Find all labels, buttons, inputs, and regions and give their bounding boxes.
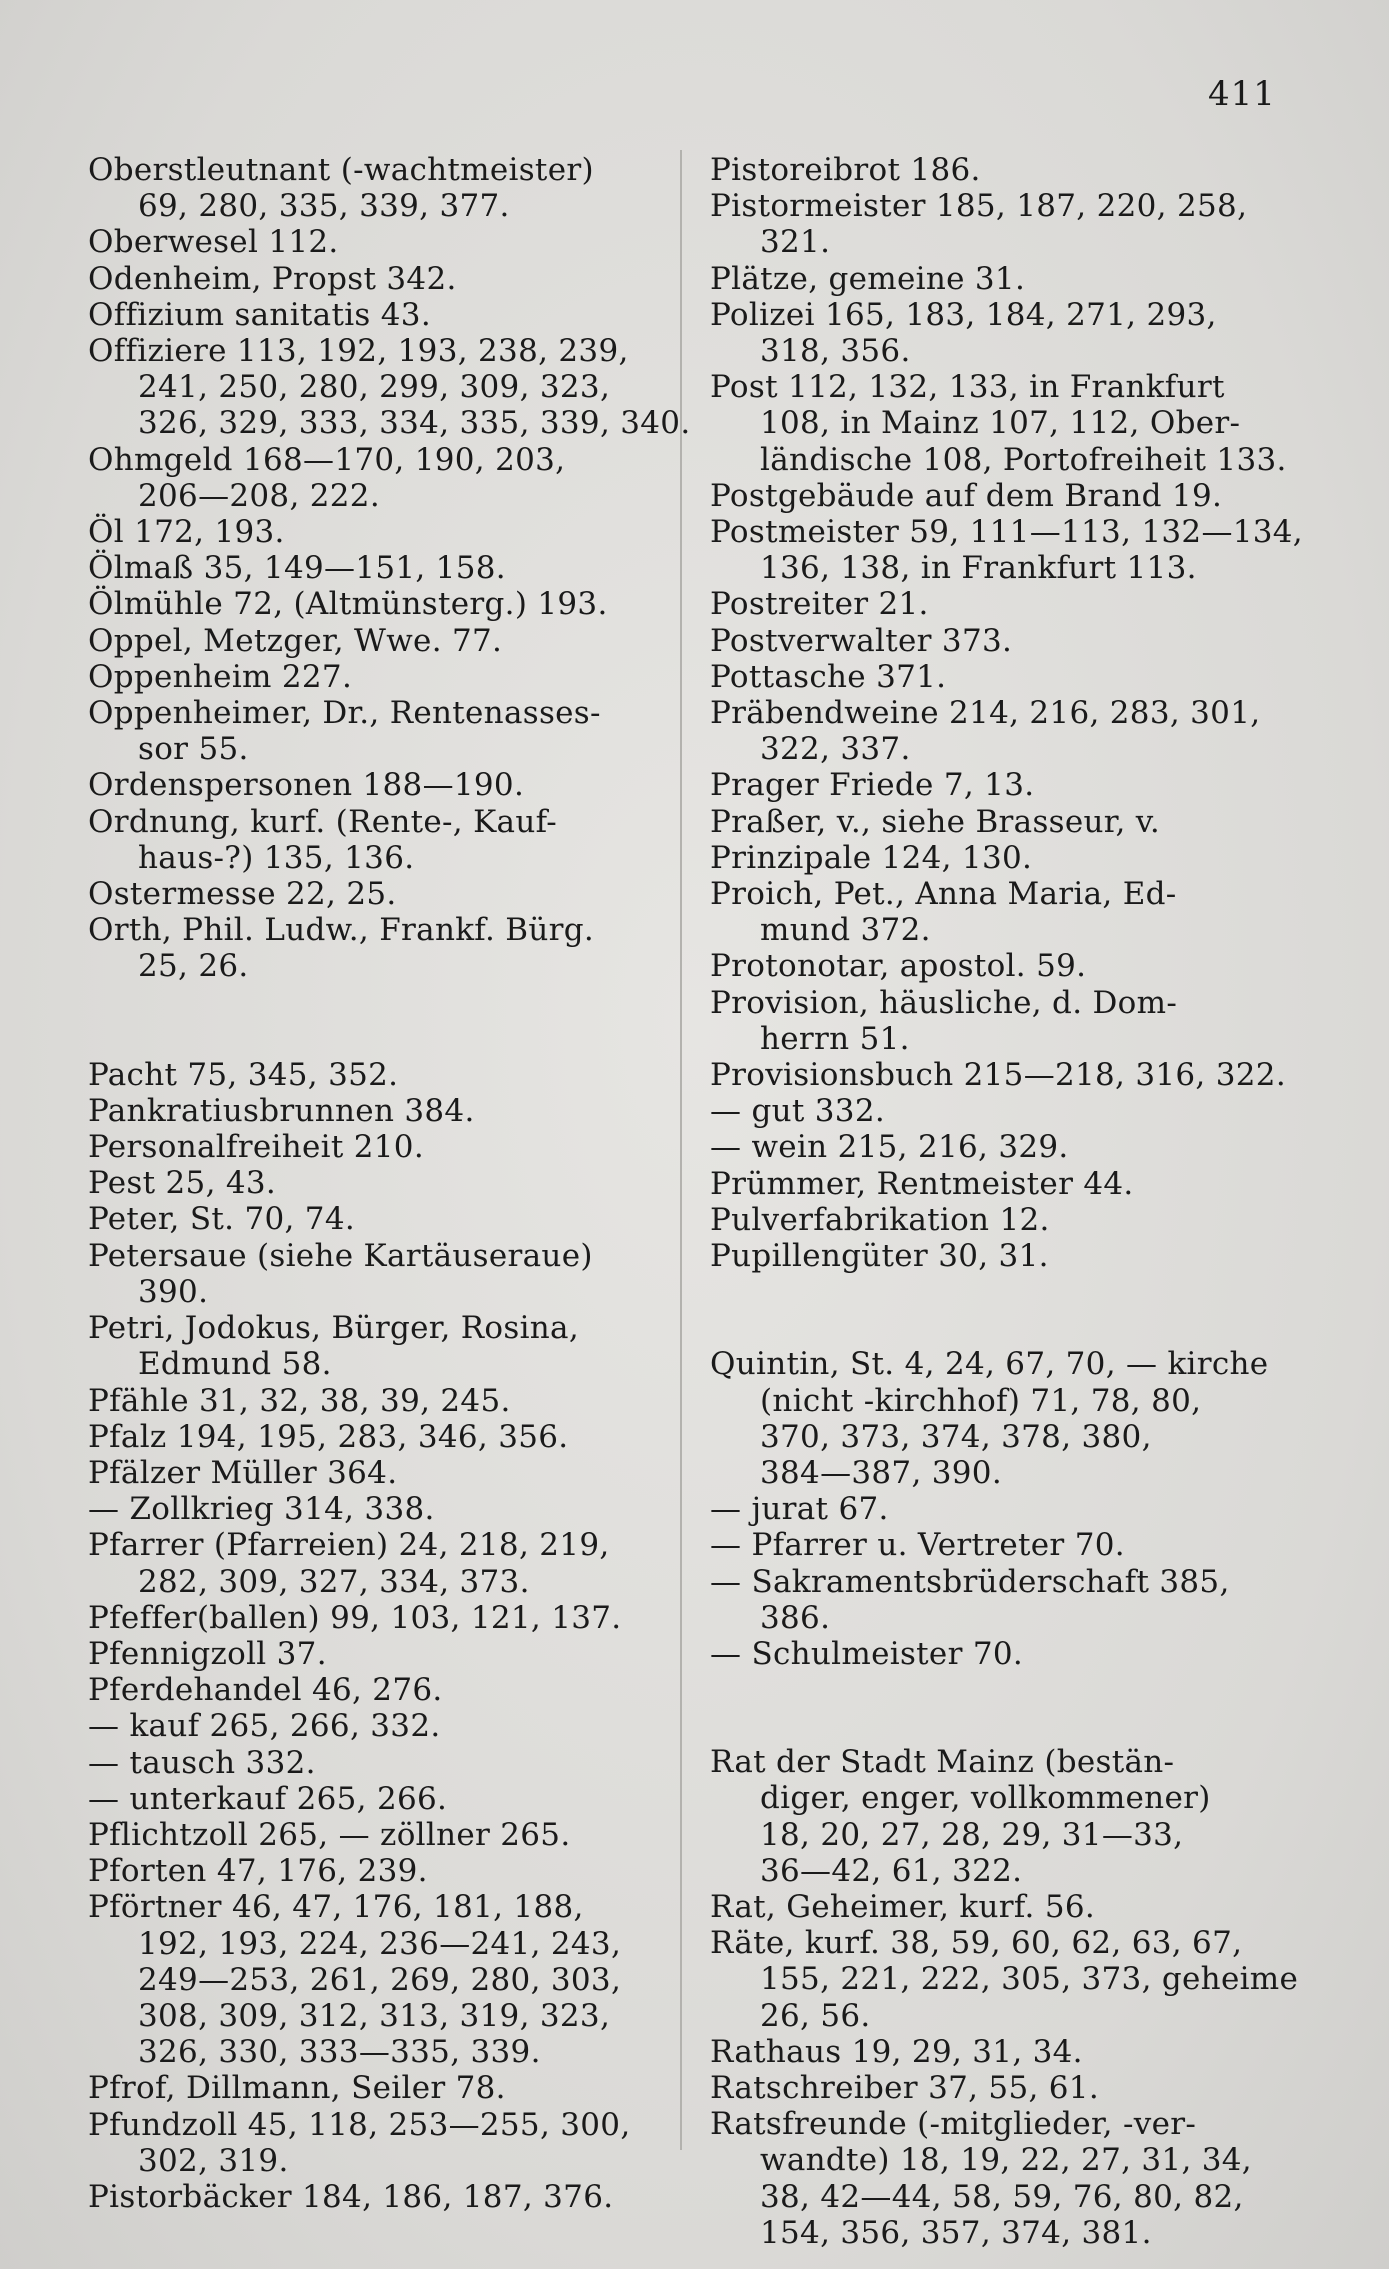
index-entry <box>88 1129 650 1165</box>
entry-headline: Protonotar, apostol. 59. <box>710 948 1087 985</box>
index-entry <box>88 1165 650 1201</box>
index-entry <box>88 586 650 622</box>
index-entry <box>710 1346 1280 1491</box>
index-entry <box>88 261 650 297</box>
index-entry <box>710 2106 1280 2251</box>
index-entry <box>88 1781 650 1817</box>
index-entry <box>710 2070 1280 2106</box>
section-gap <box>710 1672 1280 1744</box>
entry-headline: — Zollkrieg 314, 338. <box>88 1491 435 1528</box>
entry-continuation: 38, 42—44, 58, 59, 76, 80, 82, <box>760 2178 1244 2215</box>
entry-headline: Offiziere 113, 192, 193, 238, 239, <box>88 333 629 370</box>
index-entry <box>88 2179 650 2215</box>
entry-headline: Pfeffer(ballen) 99, 103, 121, 137. <box>88 1599 622 1636</box>
index-entry <box>710 1238 1280 1274</box>
entry-headline: Peter, St. 70, 74. <box>88 1201 355 1238</box>
entry-headline: Pest 25, 43. <box>88 1165 277 1202</box>
index-entry <box>88 1383 650 1419</box>
index-entry <box>710 840 1280 876</box>
entry-continuation: 206—208, 222. <box>138 477 380 514</box>
index-entry <box>88 1310 650 1382</box>
entry-headline: Prager Friede 7, 13. <box>710 767 1035 804</box>
index-entry <box>710 985 1280 1057</box>
entry-headline: Ratschreiber 37, 55, 61. <box>710 2069 1099 2106</box>
index-entry <box>710 1202 1280 1238</box>
index-entry <box>88 1201 650 1237</box>
entry-headline: — unterkauf 265, 266. <box>88 1780 448 1817</box>
entry-headline: Ordnung, kurf. (Rente-, Kauf- <box>88 803 558 840</box>
entry-headline: Post 112, 132, 133, in Frankfurt <box>710 369 1225 406</box>
index-entry <box>710 1527 1280 1563</box>
entry-headline: Oppenheim 227. <box>88 658 353 695</box>
entry-continuation: (nicht -kirchhof) 71, 78, 80, <box>760 1382 1202 1419</box>
entry-continuation: 241, 250, 280, 299, 309, 323, <box>138 369 611 406</box>
entry-headline: Postreiter 21. <box>710 586 929 623</box>
index-entry <box>710 261 1280 297</box>
index-entry <box>88 1889 650 2070</box>
index-entry <box>710 948 1280 984</box>
index-entry <box>710 695 1280 767</box>
entry-headline: Öl 172, 193. <box>88 514 285 551</box>
entry-headline: Präbendweine 214, 216, 283, 301, <box>710 695 1261 732</box>
entry-headline: Prinzipale 124, 130. <box>710 839 1033 876</box>
entry-headline: Pacht 75, 345, 352. <box>88 1056 399 1093</box>
entry-headline: Pfundzoll 45, 118, 253—255, 300, <box>88 2106 631 2143</box>
entry-continuation: 36—42, 61, 322. <box>760 1852 1023 1889</box>
entry-continuation: sor 55. <box>138 731 249 768</box>
entry-headline: Ölmaß 35, 149—151, 158. <box>88 550 506 587</box>
index-entry <box>710 1491 1280 1527</box>
entry-headline: Oberwesel 112. <box>88 224 339 261</box>
entry-headline: Plätze, gemeine 31. <box>710 260 1026 297</box>
entry-continuation: 370, 373, 374, 378, 380, <box>760 1418 1152 1455</box>
entry-headline: Pistoreibrot 186. <box>710 152 981 188</box>
index-entry <box>88 2070 650 2106</box>
entry-continuation: 155, 221, 222, 305, 373, geheime <box>760 1961 1299 1998</box>
index-entry <box>88 1708 650 1744</box>
entry-headline: Pfrof, Dillmann, Seiler 78. <box>88 2070 506 2107</box>
index-entry <box>710 152 1280 188</box>
index-entry <box>710 659 1280 695</box>
entry-headline: Pfennigzoll 37. <box>88 1635 327 1672</box>
entry-continuation: 318, 356. <box>760 333 911 370</box>
index-entry <box>88 912 650 984</box>
entry-headline: Prümmer, Rentmeister 44. <box>710 1165 1134 1202</box>
index-entry <box>710 1564 1280 1636</box>
entry-headline: Ostermesse 22, 25. <box>88 876 397 913</box>
section-gap <box>88 985 650 1057</box>
entry-headline: Pistormeister 185, 187, 220, 258, <box>710 188 1248 225</box>
entry-headline: Provisionsbuch 215—218, 316, 322. <box>710 1057 1286 1094</box>
entry-headline: Provision, häusliche, d. Dom- <box>710 984 1178 1021</box>
entry-headline: Postgebäude auf dem Brand 19. <box>710 477 1223 514</box>
entry-headline: Praßer, v., siehe Brasseur, v. <box>710 803 1161 840</box>
column-divider <box>680 150 682 2150</box>
entry-headline: Pottasche 371. <box>710 658 947 695</box>
entry-headline: Rat der Stadt Mainz (bestän- <box>710 1744 1175 1781</box>
index-entry <box>710 1093 1280 1129</box>
index-entry <box>710 478 1280 514</box>
entry-continuation: 390. <box>138 1273 209 1310</box>
index-entry <box>710 1166 1280 1202</box>
index-entry <box>710 297 1280 369</box>
entry-continuation: 69, 280, 335, 339, 377. <box>138 188 510 225</box>
index-entry <box>88 767 650 803</box>
entry-continuation: 326, 330, 333—335, 339. <box>138 2034 541 2071</box>
index-entry <box>710 804 1280 840</box>
entry-headline: Oberstleutnant (-wachtmeister) <box>88 152 594 188</box>
index-entry <box>710 1636 1280 1672</box>
index-entry <box>88 1419 650 1455</box>
entry-continuation: 384—387, 390. <box>760 1454 1002 1491</box>
entry-headline: Pistorbäcker 184, 186, 187, 376. <box>88 2178 614 2215</box>
entry-continuation: 326, 329, 333, 334, 335, 339, 340. <box>138 405 691 442</box>
index-entry <box>710 2034 1280 2070</box>
entry-headline: Pupillengüter 30, 31. <box>710 1238 1049 1275</box>
index-entry <box>88 1672 650 1708</box>
index-entry <box>88 550 650 586</box>
entry-continuation: 322, 337. <box>760 731 911 768</box>
entry-continuation: haus-?) 135, 136. <box>138 839 415 876</box>
entry-headline: Pfalz 194, 195, 283, 346, 356. <box>88 1418 569 1455</box>
entry-headline: Pfarrer (Pfarreien) 24, 218, 219, <box>88 1527 610 1564</box>
entry-continuation: herrn 51. <box>760 1020 910 1057</box>
entry-headline: Pferdehandel 46, 276. <box>88 1672 443 1709</box>
entry-headline: Polizei 165, 183, 184, 271, 293, <box>710 296 1217 333</box>
section-gap <box>710 1274 1280 1346</box>
entry-headline: — gut 332. <box>710 1093 885 1130</box>
index-entry <box>710 1889 1280 1925</box>
entry-headline: Proich, Pet., Anna Maria, Ed- <box>710 876 1177 913</box>
entry-continuation: 136, 138, in Frankfurt 113. <box>760 550 1197 587</box>
index-entry <box>88 1057 650 1093</box>
index-entry <box>710 767 1280 803</box>
entry-headline: — jurat 67. <box>710 1491 889 1528</box>
entry-headline: Pflichtzoll 265, — zöllner 265. <box>88 1816 571 1853</box>
entry-headline: Quintin, St. 4, 24, 67, 70, — kirche <box>710 1346 1269 1383</box>
entry-continuation: 26, 56. <box>760 1997 871 2034</box>
index-entry <box>710 623 1280 659</box>
entry-continuation: 249—253, 261, 269, 280, 303, <box>138 1961 622 1998</box>
entry-continuation: 302, 319. <box>138 2142 289 2179</box>
index-entry <box>88 1093 650 1129</box>
entry-continuation: 25, 26. <box>138 948 249 985</box>
entry-continuation: 18, 20, 27, 28, 29, 31—33, <box>760 1816 1184 1853</box>
entry-continuation: 154, 356, 357, 374, 381. <box>760 2214 1152 2251</box>
index-entry <box>88 1817 650 1853</box>
index-entry <box>88 514 650 550</box>
index-entry <box>88 2107 650 2179</box>
entry-headline: Pulverfabrikation 12. <box>710 1201 1050 1238</box>
entry-continuation: 108, in Mainz 107, 112, Ober- <box>760 405 1241 442</box>
entry-headline: Pfähle 31, 32, 38, 39, 245. <box>88 1382 511 1419</box>
entry-continuation: 308, 309, 312, 313, 319, 323, <box>138 1997 611 2034</box>
index-entry <box>710 1925 1299 2034</box>
entry-headline: Petersaue (siehe Kartäuseraue) <box>88 1237 593 1274</box>
index-entry <box>710 1744 1280 1889</box>
index-entry <box>88 224 650 260</box>
index-entry <box>88 1853 650 1889</box>
index-entry <box>88 695 650 767</box>
entry-continuation: 321. <box>760 224 831 261</box>
index-entry <box>88 1745 650 1781</box>
index-column-right <box>710 152 1303 2251</box>
index-entry <box>88 1238 650 1310</box>
entry-continuation: Edmund 58. <box>138 1346 332 1383</box>
entry-headline: Ohmgeld 168—170, 190, 203, <box>88 441 566 478</box>
entry-headline: Orth, Phil. Ludw., Frankf. Bürg. <box>88 912 595 949</box>
entry-continuation: mund 372. <box>760 912 931 949</box>
index-entry <box>88 876 650 912</box>
index-entry <box>88 1455 650 1491</box>
index-entry <box>88 1491 650 1527</box>
entry-headline: Pankratiusbrunnen 384. <box>88 1092 475 1129</box>
entry-headline: — kauf 265, 266, 332. <box>88 1708 441 1745</box>
index-entry <box>710 188 1280 260</box>
entry-headline: Ölmühle 72, (Altmünsterg.) 193. <box>88 586 608 623</box>
entry-continuation: diger, enger, vollkommener) <box>760 1780 1211 1817</box>
index-entry <box>710 1129 1280 1165</box>
index-entry <box>88 659 650 695</box>
entry-headline: Odenheim, Propst 342. <box>88 260 457 297</box>
index-entry <box>88 297 650 333</box>
entry-continuation: 386. <box>760 1599 831 1636</box>
entry-continuation: 282, 309, 327, 334, 373. <box>138 1563 530 1600</box>
index-entry <box>710 369 1287 478</box>
entry-headline: Ratsfreunde (-mitglieder, -ver- <box>710 2106 1197 2143</box>
index-entry <box>88 442 650 514</box>
entry-headline: Postverwalter 373. <box>710 622 1013 659</box>
index-entry <box>88 1636 650 1672</box>
index-entry <box>710 876 1280 948</box>
page-number: 411 <box>1208 74 1276 114</box>
index-entry <box>88 152 650 224</box>
entry-headline: Rat, Geheimer, kurf. 56. <box>710 1888 1096 1925</box>
entry-headline: Räte, kurf. 38, 59, 60, 62, 63, 67, <box>710 1925 1243 1962</box>
index-entry <box>710 514 1303 587</box>
entry-headline: — tausch 332. <box>88 1744 316 1781</box>
entry-headline: Offizium sanitatis 43. <box>88 296 431 333</box>
entry-headline: Postmeister 59, 111—113, 132—134, <box>710 514 1303 551</box>
index-entry <box>710 1057 1286 1094</box>
entry-headline: Petri, Jodokus, Bürger, Rosina, <box>88 1310 579 1347</box>
entry-headline: Pforten 47, 176, 239. <box>88 1853 428 1890</box>
entry-headline: Personalfreiheit 210. <box>88 1129 424 1166</box>
entry-continuation: wandte) 18, 19, 22, 27, 31, 34, <box>760 2142 1252 2179</box>
entry-headline: Oppenheimer, Dr., Rentenasses- <box>88 695 601 732</box>
entry-headline: Pfälzer Müller 364. <box>88 1454 398 1491</box>
entry-continuation: ländische 108, Portofreiheit 133. <box>760 441 1287 478</box>
entry-continuation: 192, 193, 224, 236—241, 243, <box>138 1925 622 1962</box>
entry-headline: Rathaus 19, 29, 31, 34. <box>710 2033 1083 2070</box>
index-entry <box>88 1527 650 1599</box>
entry-headline: — Sakramentsbrüderschaft 385, <box>710 1563 1230 1600</box>
entry-headline: Ordenspersonen 188—190. <box>88 767 525 804</box>
entry-headline: — wein 215, 216, 329. <box>710 1129 1069 1166</box>
index-entry <box>710 586 1280 622</box>
index-entry <box>88 804 650 876</box>
index-entry <box>88 333 691 442</box>
entry-headline: — Schulmeister 70. <box>710 1635 1024 1672</box>
index-column-left <box>88 152 691 2215</box>
entry-headline: — Pfarrer u. Vertreter 70. <box>710 1527 1125 1564</box>
entry-headline: Oppel, Metzger, Wwe. 77. <box>88 622 503 659</box>
entry-headline: Pförtner 46, 47, 176, 181, 188, <box>88 1889 584 1926</box>
index-entry <box>88 1600 650 1636</box>
index-entry <box>88 623 650 659</box>
